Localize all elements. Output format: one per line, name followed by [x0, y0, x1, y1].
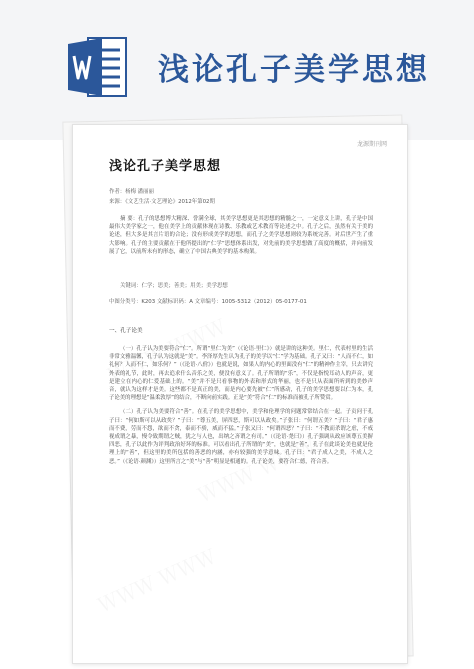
document-title: 浅论孔子美学思想	[109, 159, 222, 174]
watermark	[93, 541, 220, 619]
word-document-icon	[66, 34, 128, 100]
paragraph-1: （一）孔子认为美要符合“仁”。所谓“里仁为美”（《论语·里仁》）就是讲的这种美。里仁，代表村里的生活非常文雅温馨，孔子认为这就是“美”。李泽厚先生认为孔子的美学以“仁”学为基础。孔子又曰：“人而不仁，如礼何？人而不仁，如乐何？”（《论语·八佾》）也就是说，如果人的内心的里面没有“仁”的精神作主宰，只去讲究外表的礼节，此时，再去追求什么音乐之美，便没有意义了。孔子所谓的“乐”，不仅是指悦耳动人的声音，更是建立在内心的仁爱基础上的。“美”并不是只看事物的外表和形式的华丽，也不是只从表面所听到的美妙声音，就认为这样才是美。这些都不是真正的美，而是内心要先被“仁”所感动，孔子的美学思想要以仁为本，孔子论美的理想是“温柔敦厚”的结合，不断向前实践。正是“美”符合“仁”的标准而被孔子所赞赏。	[109, 346, 373, 402]
section-heading: 一、孔子论美	[109, 328, 143, 334]
classification-line: 中图分类号：K203 文献标识码：A 文章编号：1005-5312（2012）05-0177-01	[109, 299, 307, 305]
banner-title: 浅论孔子美学思想	[158, 52, 430, 88]
body-text-block	[109, 345, 373, 469]
author-line: 作者：杨梅 潘丽丽	[109, 189, 154, 195]
section-title-block	[109, 327, 373, 335]
source-label: 龙源期刊网	[356, 141, 387, 148]
keywords-line: 关键词：仁学；思美；善美；用美；美学思想	[120, 283, 228, 289]
abstract-text: 摘 要：孔子的思想博大精深、誉满全球，其美学思想更是其思想的精髓之一，一定意义上讲，孔子是中国最伟大美学家之一，他在美学上的贡献体现在诗教、乐教或艺术教育等论述之中。孔子之后，虽然有关于美的论述，但大多是其言片语的合论；没有形成美学的思想，而孔子之美学思想则较为系统完善。对后世产生了重大影响。孔子的主要贡献在于他所提出的“仁学”思想体系出发，对先前的美学思想做了高度的概括，并向前发展了它，以前所未有的形态，确立了中国古典美学的基本构架。	[109, 216, 373, 255]
source-line: 来源：《文艺生活·文艺理论》2012年第02期	[109, 199, 215, 205]
paragraph-2: （二）孔子认为美要符合“善”。在孔子的美学思想中，美学和伦理学的问题常常结合在一起。子贡问于孔子曰：“何如斯可以从政矣？”子曰：“尊五美，屏四恶，斯可以从政矣。”子张曰：“何谓五美？”子曰：“君子惠而不费，劳而不怨，欲而不贪，泰而不骄，威而不猛。”子张又曰：“何谓四恶？”子曰：“不教而杀谓之虐，不戒视成谓之暴，慢令致期谓之贼，犹之与人也，出纳之吝谓之有司。”（《论语·尧曰》）孔子强调从政应该尊五美摒四恶，孔子以此作为评判政治好坏的标准。可以看出孔子所谓的“美”，也就是“善”。孔子在此谈论美也就是伦理上的“善”，但这里的美所包括的善恶的内涵，亦有较强的美学意味。孔子曰：“君子成人之美，不成人之恶。”（《论语·颜渊》）这里所言之“美”与“善”明显是相通的。孔子论美，要符合仁德，符合善。	[109, 409, 373, 465]
abstract-block	[109, 215, 373, 259]
document-page	[72, 124, 408, 664]
